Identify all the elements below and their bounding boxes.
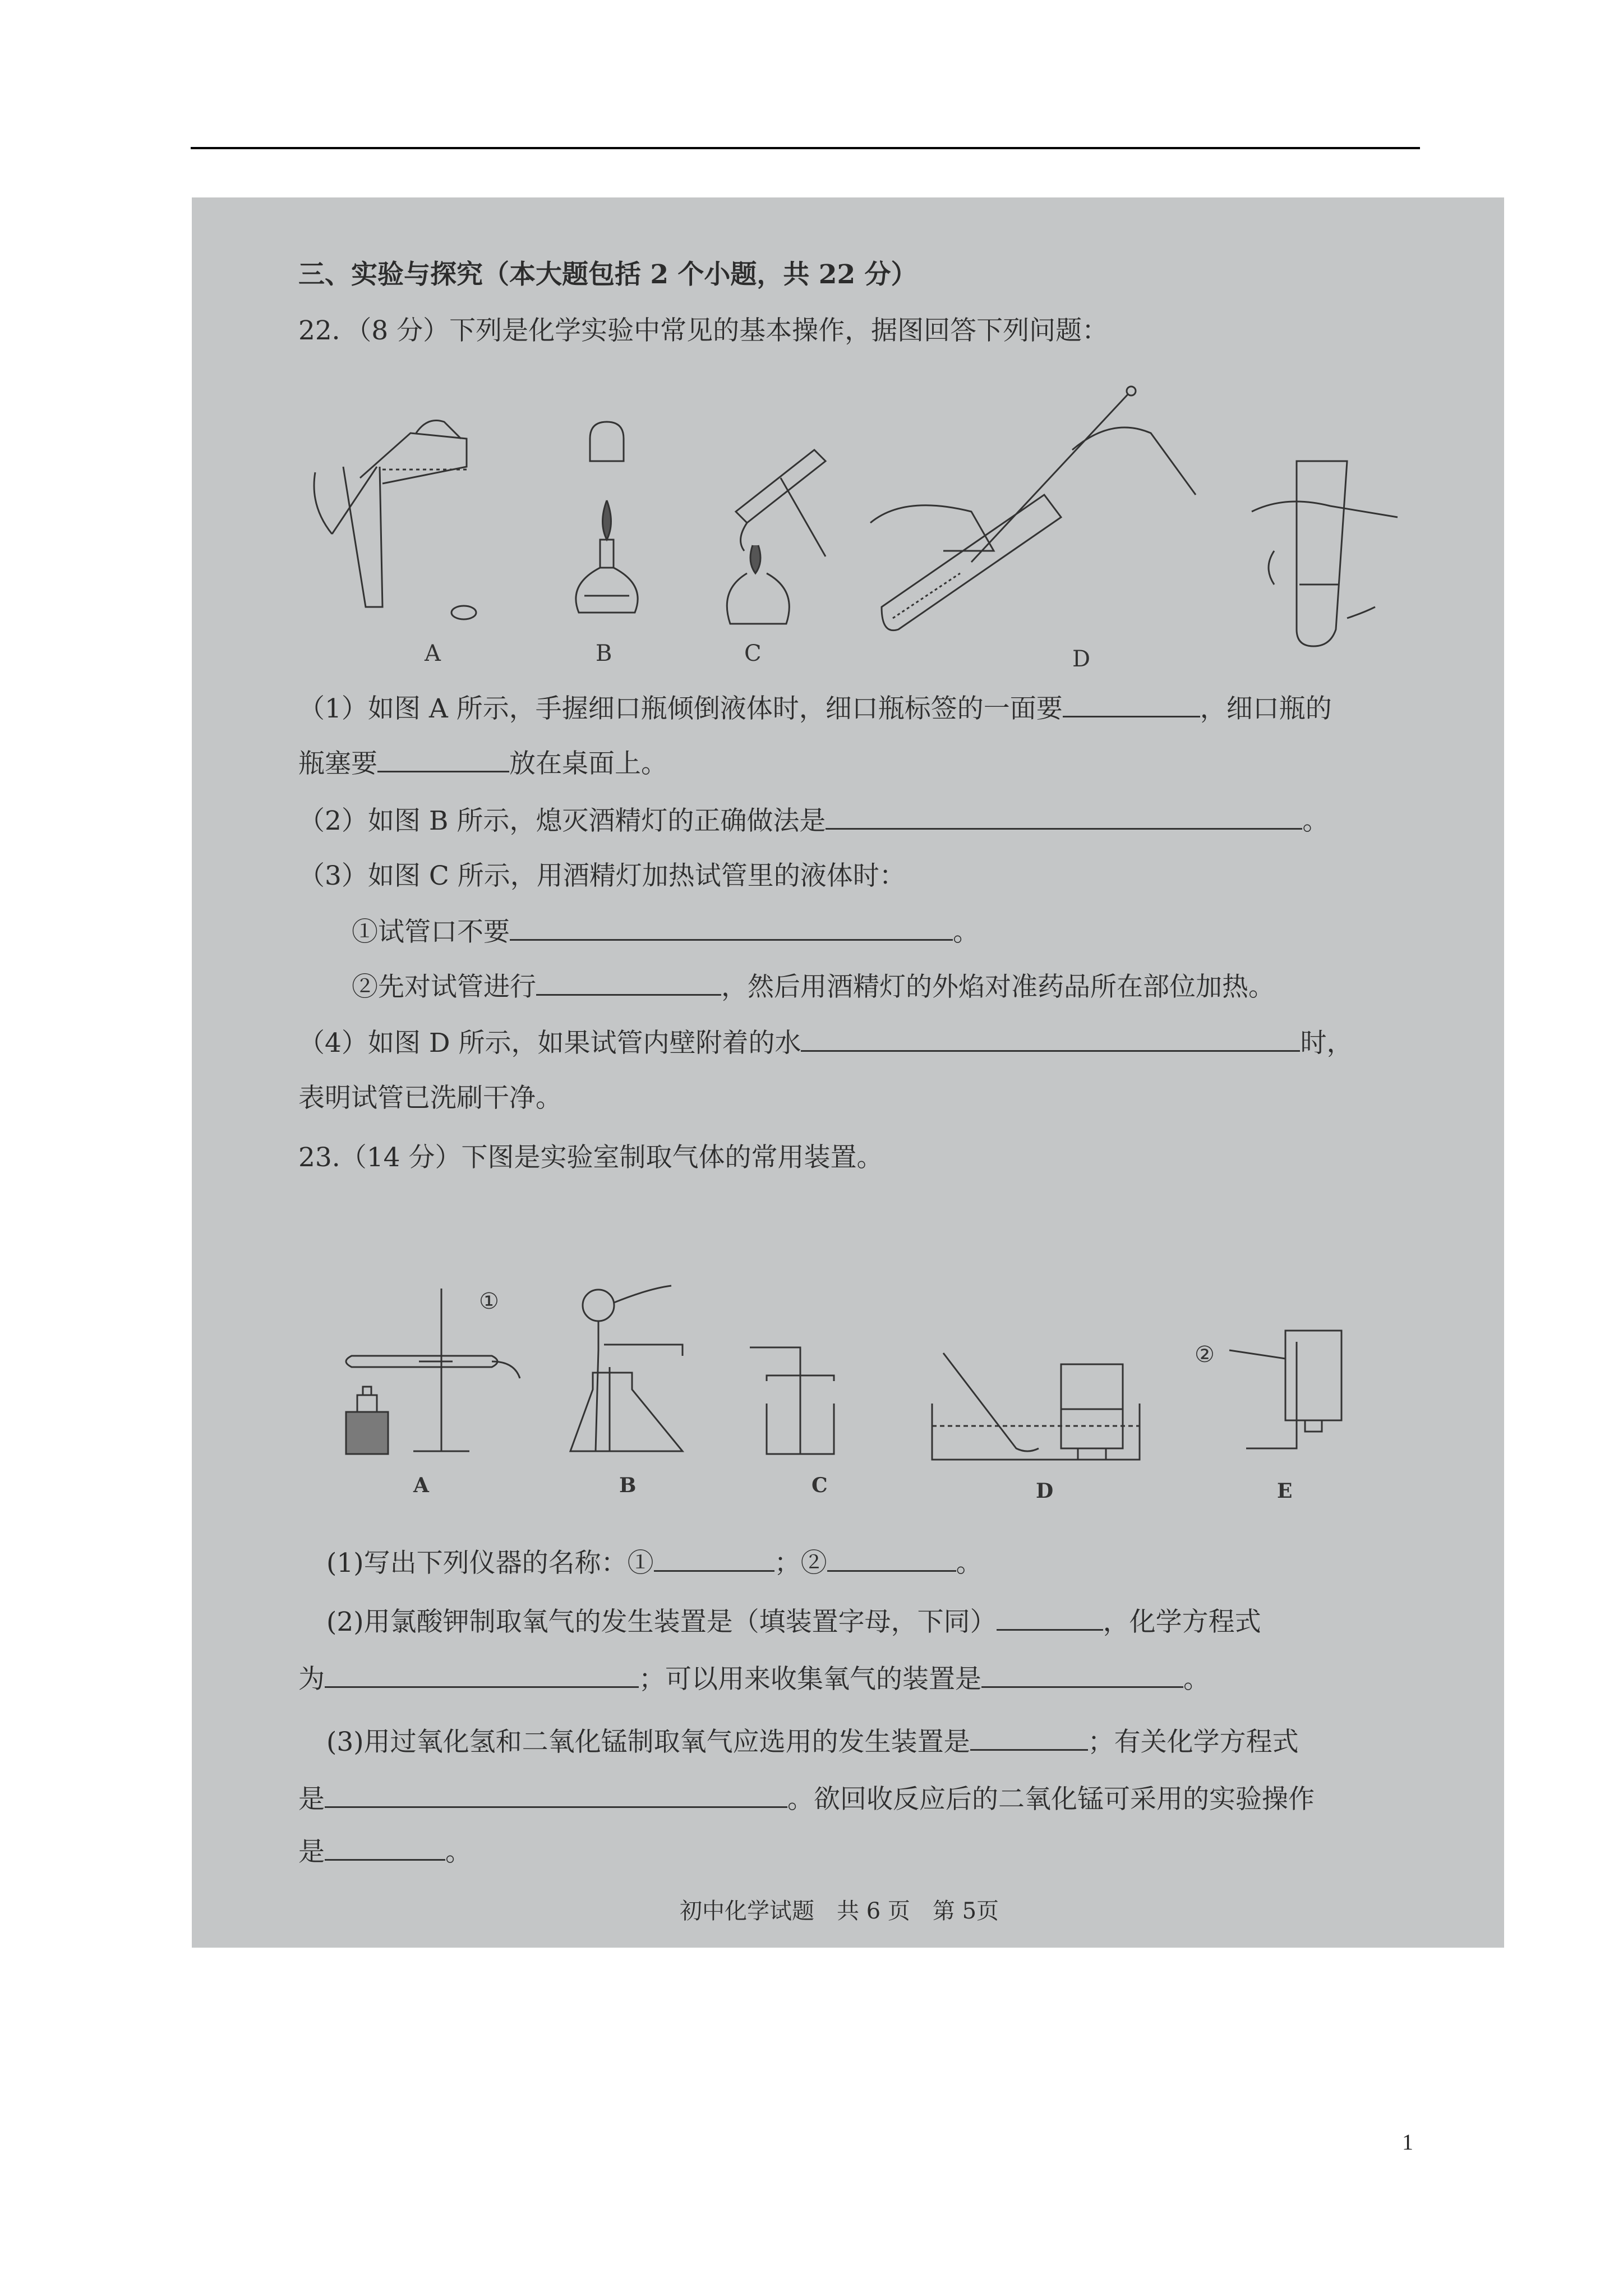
q23-p2-line1 [326,1605,1261,1639]
answer-blank-14[interactable] [325,1837,445,1861]
q23-figure-b-flask [565,1283,711,1468]
q22-p1-text-a: （1）如图 A 所示，手握细口瓶倾倒液体时，细口瓶标签的一面要 [298,693,1063,724]
answer-blank-11[interactable] [981,1664,1183,1688]
answer-blank-6[interactable] [801,1028,1300,1052]
q23-p1-text-a: (1)写出下列仪器的名称：① [326,1548,654,1579]
q23-p2-text-a: (2)用氯酸钾制取氧气的发生装置是（填装置字母，下同） [326,1607,997,1637]
q22-p4 [298,1027,1353,1060]
q23-p1 [326,1547,983,1580]
answer-blank-5[interactable] [536,972,721,996]
q23-p2-text-b: ，化学方程式 [1103,1607,1261,1637]
section-heading: 三、实验与探究（本大题包括 2 个小题，共 22 分） [298,259,917,290]
q23-p1-text-b: ；② [774,1548,827,1579]
q22-figure-a-pouring [298,405,478,629]
q23-p1-text-c: 。 [956,1548,983,1579]
q23-label-c: C [811,1474,828,1497]
q23-p3-line2 [298,1783,1315,1816]
exam-photo [192,197,1504,1948]
q22-p2-text-b: 。 [1302,806,1329,836]
exam-footer: 初中化学试题 共 6 页 第 5页 [680,1898,999,1924]
answer-blank-7[interactable] [654,1548,774,1572]
q23-p2-line2 [298,1663,1210,1696]
q23-figure-e-collection [1207,1325,1353,1471]
q22-figure-c-heating [713,444,842,635]
top-rule [191,147,1420,149]
q22-p4-text-a: （4）如图 D 所示，如果试管内壁附着的水 [298,1028,801,1059]
q23-figure-a-stand [335,1283,537,1468]
q22-figure-d-washing [859,383,1420,663]
q22-figure-b-lamp [551,416,663,629]
q22-label-c: C [744,641,762,666]
q23-label-e: E [1277,1479,1293,1503]
q23-p2-text-c: 为 [298,1664,325,1695]
q23-label-a: A [413,1474,429,1497]
q23-p3-text-a: (3)用过氧化氢和二氧化锰制取氧气应选用的发生装置是 [326,1727,970,1757]
answer-blank-13[interactable] [325,1784,787,1808]
q23-p3-text-c: 是 [298,1784,325,1815]
q22-label-a: A [425,641,441,666]
page-number: 1 [1402,2129,1413,2155]
q22-p1-text-b: ，细口瓶的 [1200,693,1332,724]
answer-blank-3[interactable] [826,806,1302,830]
q22-p1-text-d: 放在桌面上。 [509,748,667,779]
q23-header: 23.（14 分）下图是实验室制取气体的常用装置。 [298,1142,883,1173]
q23-p3-text-d: 。欲回收反应后的二氧化锰可采用的实验操作 [787,1784,1315,1815]
q22-p1-text-c: 瓶塞要 [298,748,377,779]
q22-label-b: B [596,641,612,666]
q23-p3-text-b: ；有关化学方程式 [1087,1727,1299,1757]
q22-p3-1-text-b: 。 [953,917,979,947]
answer-blank-9[interactable] [997,1607,1103,1631]
q23-p2-text-d: ；可以用来收集氧气的装置是 [639,1664,981,1695]
q22-header: 22．（8 分）下列是化学实验中常见的基本操作，据图回答下列问题： [298,315,1109,346]
q23-figure-c-bottle [744,1342,856,1471]
q22-p4-text-b: 时， [1300,1028,1353,1059]
answer-blank-12[interactable] [970,1727,1088,1751]
q22-p3-1 [352,915,979,949]
q23-p3-line1 [326,1726,1299,1759]
q22-p2-text-a: （2）如图 B 所示，熄灭酒精灯的正确做法是 [298,806,826,836]
q23-p3-line3 [298,1835,472,1869]
answer-blank-1[interactable] [1063,693,1200,717]
q23-p3-text-f: 。 [445,1837,472,1867]
q22-p3-2-text-b: ，然后用酒精灯的外焰对准药品所在部位加热。 [721,972,1275,1002]
q23-figure-d-trough [921,1342,1145,1471]
q22-p1-line2 [298,747,667,781]
answer-blank-8[interactable] [827,1548,956,1572]
q22-label-d: D [1072,646,1091,672]
q23-p3-text-e: 是 [298,1837,325,1867]
q23-label-b: B [619,1474,637,1497]
q22-p3: （3）如图 C 所示，用酒精灯加热试管里的液体时： [298,861,906,891]
q22-p3-1-text-a: ①试管口不要 [352,917,510,947]
answer-blank-10[interactable] [325,1664,639,1688]
answer-blank-4[interactable] [510,917,953,941]
answer-blank-2[interactable] [377,748,509,772]
q22-p4-line2: 表明试管已洗刷干净。 [298,1083,562,1114]
q23-marker-1: ① [479,1289,499,1314]
q23-marker-2: ② [1195,1342,1215,1368]
q23-label-d: D [1036,1479,1054,1503]
q23-p2-text-e: 。 [1183,1664,1210,1695]
q22-p2 [298,804,1329,838]
q22-p3-2 [352,970,1275,1004]
q22-p3-2-text-a: ②先对试管进行 [352,972,536,1002]
q22-p1-line1 [298,692,1332,726]
